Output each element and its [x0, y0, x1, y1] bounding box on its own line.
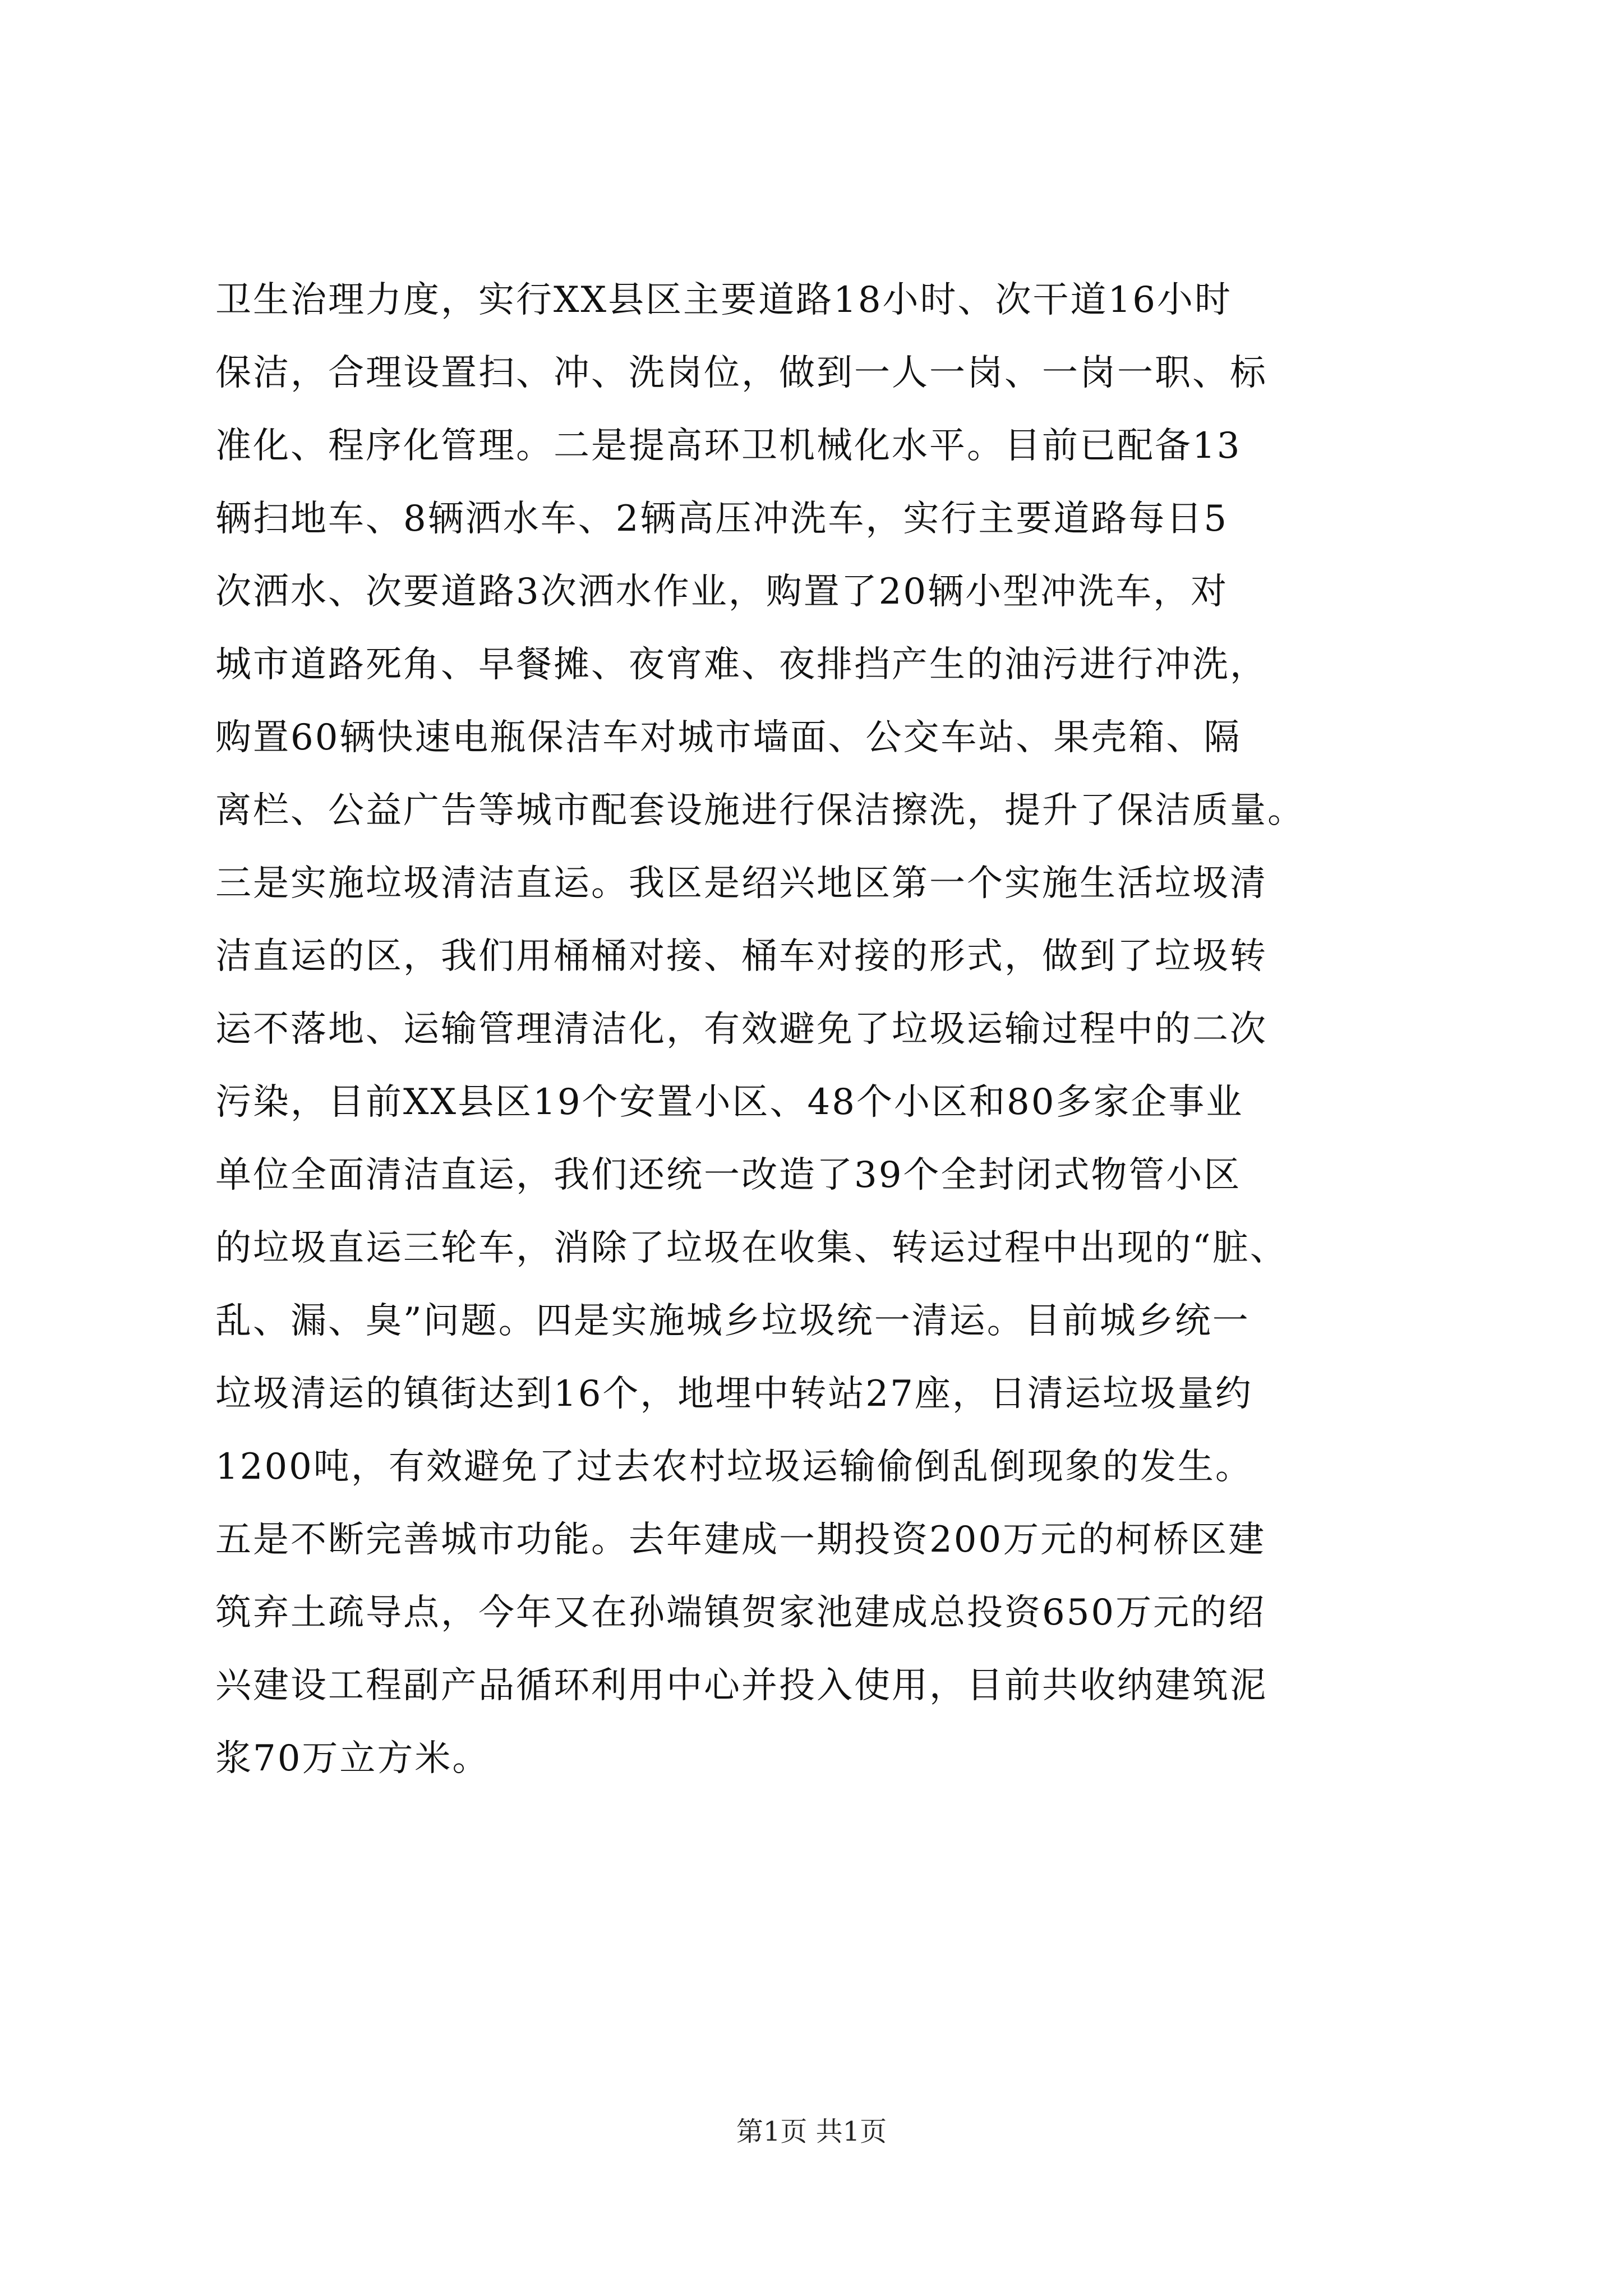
text-line: 垃圾清运的镇街达到16个，地埋中转站27座，日清运垃圾量约 [215, 1373, 1253, 1415]
text-line: 购置60辆快速电瓶保洁车对城市墙面、公交车站、果壳箱、隔 [215, 717, 1242, 758]
text-line: 筑弃土疏导点，今年又在孙端镇贺家池建成总投资650万元的绍 [215, 1592, 1266, 1634]
text-line: 卫生治理力度，实行XX县区主要道路18小时、次干道16小时 [215, 279, 1232, 321]
text-line: 次洒水、次要道路3次洒水作业，购置了20辆小型冲洗车，对 [215, 571, 1229, 613]
body-paragraph [215, 264, 1410, 1795]
page-number: 第1页 共1页 [736, 2116, 887, 2147]
text-line: 污染，目前XX县区19个安置小区、48个小区和80多家企事业 [215, 1082, 1244, 1123]
text-line: 五是不断完善城市功能。去年建成一期投资200万元的柯桥区建 [215, 1519, 1266, 1561]
text-line: 城市道路死角、早餐摊、夜宵难、夜排挡产生的油污进行冲洗， [215, 644, 1267, 685]
text-line: 运不落地、运输管理清洁化，有效避免了垃圾运输过程中的二次 [215, 1009, 1267, 1050]
text-line: 兴建设工程副产品循环利用中心并投入使用，目前共收纳建筑泥 [215, 1665, 1267, 1706]
text-line: 乱、漏、臭”问题。四是实施城乡垃圾统一清运。目前城乡统一 [215, 1300, 1250, 1342]
page-footer [0, 2115, 1623, 2148]
text-line: 单位全面清洁直运，我们还统一改造了39个全封闭式物管小区 [215, 1154, 1242, 1196]
text-line: 离栏、公益广告等城市配套设施进行保洁擦洗，提升了保洁质量。 [215, 790, 1305, 831]
text-line: 浆70万立方米。 [215, 1738, 490, 1779]
text-line: 准化、程序化管理。二是提高环卫机械化水平。目前已配备13 [215, 425, 1242, 467]
text-line: 辆扫地车、8辆洒水车、2辆高压冲洗车，实行主要道路每日5 [215, 498, 1229, 540]
text-line: 保洁，合理设置扫、冲、洗岗位，做到一人一岗、一岗一职、标 [215, 352, 1267, 394]
text-line: 洁直运的区，我们用桶桶对接、桶车对接的形式，做到了垃圾转 [215, 936, 1267, 977]
text-line: 1200吨，有效避免了过去农村垃圾运输偷倒乱倒现象的发生。 [215, 1446, 1253, 1488]
text-line: 三是实施垃圾清洁直运。我区是绍兴地区第一个实施生活垃圾清 [215, 863, 1267, 904]
text-line: 的垃圾直运三轮车，消除了垃圾在收集、转运过程中出现的“脏、 [215, 1227, 1288, 1269]
